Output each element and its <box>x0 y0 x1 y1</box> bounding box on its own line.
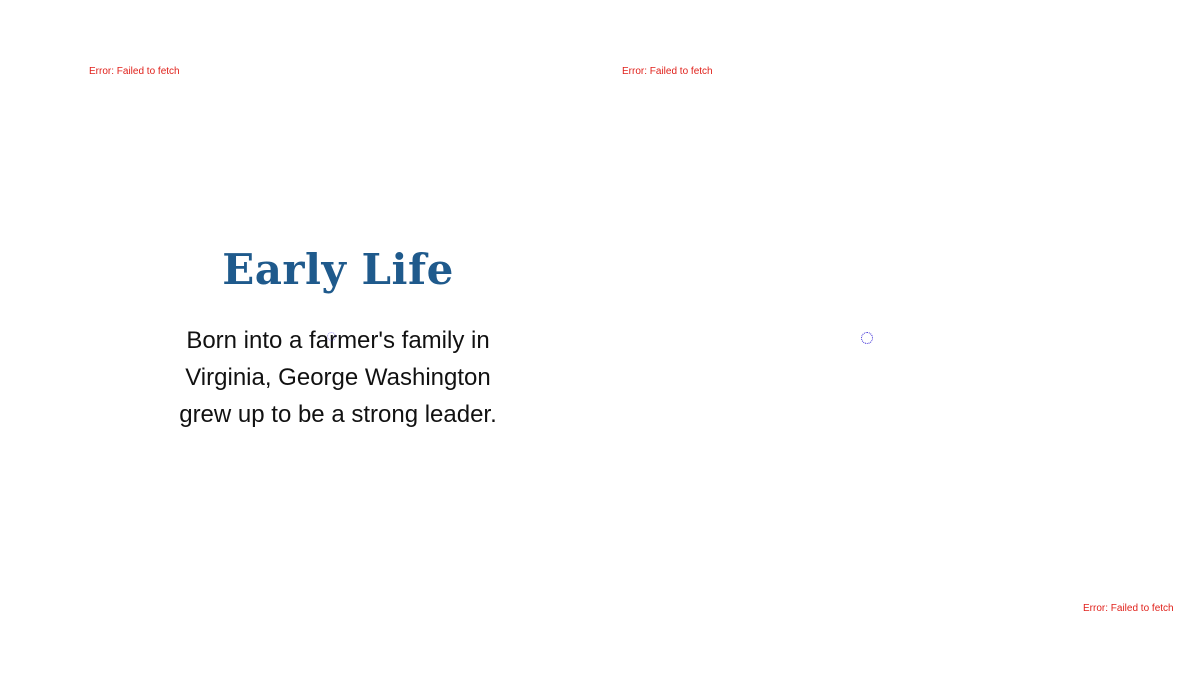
error-message-top-right: Error: Failed to fetch <box>622 66 713 77</box>
section-title: Early Life <box>222 245 454 294</box>
loading-spinner-icon <box>861 332 873 344</box>
error-message-bottom-right: Error: Failed to fetch <box>1083 603 1174 614</box>
section-body: Born into a farmer's family in Virginia, George Washington grew up to be a strong leader. <box>179 327 497 428</box>
error-message-top-left: Error: Failed to fetch <box>89 66 180 77</box>
loading-spinner-icon <box>327 332 336 341</box>
